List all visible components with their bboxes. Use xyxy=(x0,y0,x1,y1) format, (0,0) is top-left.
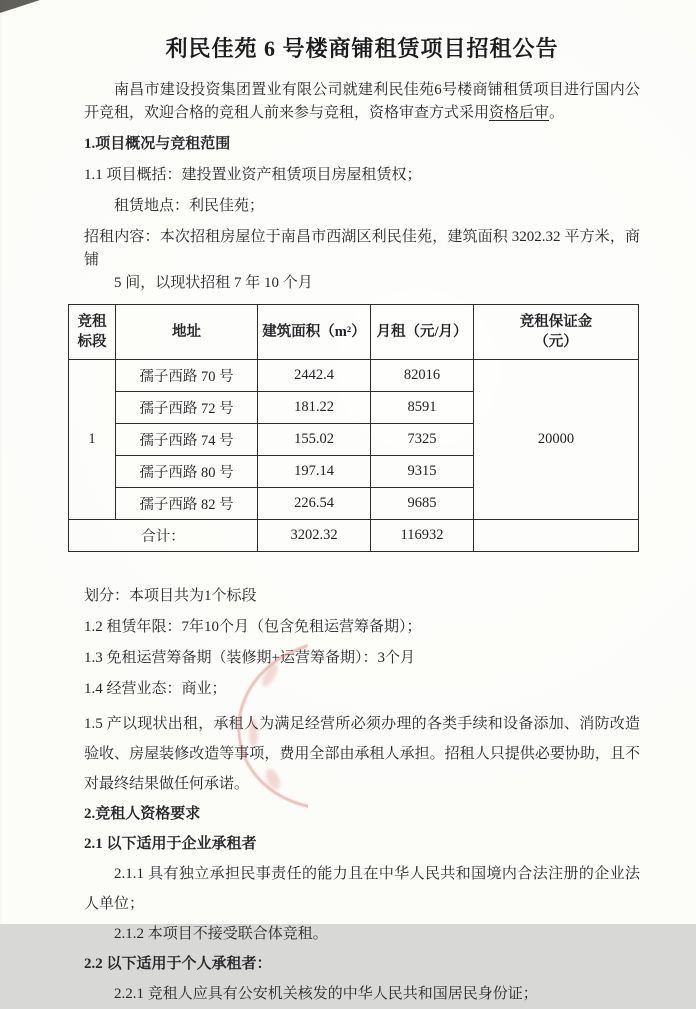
item-2-1-2: 2.1.2 本项目不接受联合体竞租。 xyxy=(114,926,328,942)
cell-area: 181.22 xyxy=(258,392,371,424)
header-deposit-line1: 竞租保证金 xyxy=(519,314,593,330)
section2-heading: 2.竞租人资格要求 xyxy=(84,806,201,822)
cell-rent: 9315 xyxy=(371,456,474,488)
cell-address: 孺子西路 80 号 xyxy=(116,456,258,488)
header-deposit xyxy=(474,305,639,360)
cell-total-area: 3202.32 xyxy=(258,520,371,552)
item-2-1-1: 2.1.1 具有独立承担民事责任的能力且在中华人民共和国境内合法注册的企业法人单位； xyxy=(84,866,640,912)
item-2-1: 2.1 以下适用于企业承租者 xyxy=(84,836,257,852)
cell-area: 2442.4 xyxy=(258,360,371,392)
cell-address: 孺子西路 72 号 xyxy=(116,392,258,424)
header-deposit-line2: （元） xyxy=(534,334,578,350)
intro-underlined-term: 资格后审 xyxy=(489,105,550,121)
item-1-5: 1.5 产以现状出租，承租人为满足经营所必须办理的各类手续和设备添加、消防改造验收、房屋装修改造等事项，费用全部由承租人承担。招租人只提供必要协助，且不对最终结果做任何承诺。 xyxy=(84,716,640,792)
item-1-1: 1.1 项目概括：建投置业资产租赁项目房屋租赁权； xyxy=(84,167,422,183)
lease-location-line: 租赁地点：利民佳苑； xyxy=(114,198,265,214)
cell-area: 197.14 xyxy=(258,456,371,488)
cell-total-rent: 116932 xyxy=(371,520,474,552)
section1-heading: 1.项目概况与竞租范围 xyxy=(84,136,231,152)
cell-section-no: 1 xyxy=(69,360,116,520)
cell-total-deposit-empty xyxy=(474,520,639,552)
header-address: 地址 xyxy=(116,305,258,360)
intro-text: 南昌市建设投资集团置业有限公司就建利民佳苑6号楼商铺租赁项目进行国内公开竞租，欢迎合格的竞租人前来参与竞租，资格审查方式采用 xyxy=(84,82,640,121)
header-section-line1: 竞租 xyxy=(77,314,107,330)
header-area: 建筑面积（m²） xyxy=(258,305,371,360)
table-total-row xyxy=(69,520,639,552)
cell-area: 226.54 xyxy=(258,488,371,520)
cell-total-label: 合计： xyxy=(69,520,258,552)
item-2-2: 2.2 以下适用于个人承租者： xyxy=(84,956,272,972)
item-1-2: 1.2 租赁年限：7年10个月（包含免租运营筹备期）； xyxy=(84,619,422,635)
cell-rent: 9685 xyxy=(371,488,474,520)
header-rent: 月租（元/月） xyxy=(371,305,474,360)
intro-suffix: 。 xyxy=(549,105,565,121)
rental-lots-table xyxy=(68,304,639,552)
cell-rent: 8591 xyxy=(371,392,474,424)
header-section xyxy=(69,305,116,360)
item-1-3: 1.3 免租运营筹备期（装修期+运营筹备期）：3个月 xyxy=(84,650,415,666)
division-line: 划分：本项目共为1个标段 xyxy=(84,588,257,604)
page-title: 利民佳苑 6 号楼商铺租赁项目招租公告 xyxy=(165,36,559,61)
cell-deposit: 20000 xyxy=(474,360,639,520)
cell-rent: 7325 xyxy=(371,424,474,456)
cell-area: 155.02 xyxy=(258,424,371,456)
cell-address: 孺子西路 74 号 xyxy=(116,424,258,456)
lease-content-line1: 招租内容：本次招租房屋位于南昌市西湖区利民佳苑，建筑面积 3202.32 平方米，商铺 xyxy=(84,229,640,268)
cell-address: 孺子西路 70 号 xyxy=(116,360,258,392)
table-row xyxy=(69,360,639,392)
intro-paragraph xyxy=(84,79,640,125)
header-section-line2: 标段 xyxy=(77,334,107,350)
lease-content-line2: 5 间，以现状招租 7 年 10 个月 xyxy=(114,275,313,291)
cell-address: 孺子西路 82 号 xyxy=(116,488,258,520)
table-header-row xyxy=(69,305,639,360)
item-1-4: 1.4 经营业态：商业； xyxy=(84,681,227,697)
item-2-2-1: 2.2.1 竞租人应具有公安机关核发的中华人民共和国居民身份证； xyxy=(114,986,538,1002)
cell-rent: 82016 xyxy=(371,360,474,392)
